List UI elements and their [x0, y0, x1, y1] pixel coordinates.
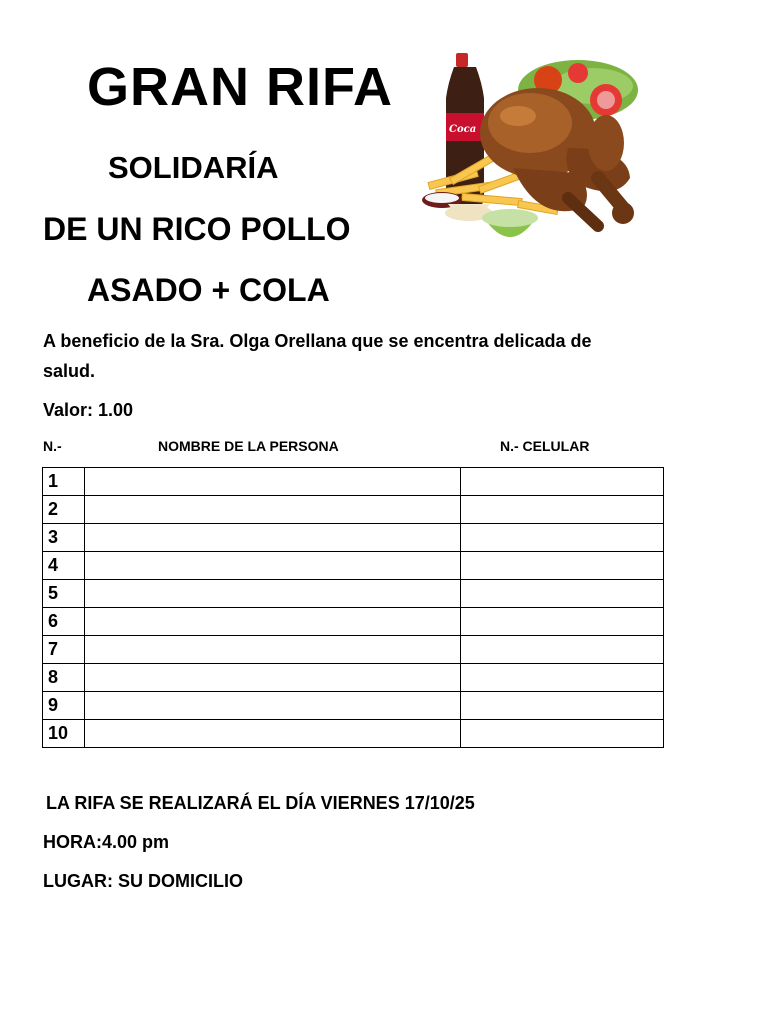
table-row	[43, 608, 664, 636]
raffle-date: LA RIFA SE REALIZARÁ EL DÍA VIERNES 17/10/25	[46, 793, 475, 813]
row-number: 1	[43, 468, 85, 496]
table-row	[43, 496, 664, 524]
subtitle-line-2: DE UN RICO POLLO	[43, 211, 351, 247]
table-row	[43, 580, 664, 608]
phone-cell[interactable]	[461, 552, 664, 580]
table-row	[43, 468, 664, 496]
row-number: 8	[43, 664, 85, 692]
name-cell[interactable]	[85, 664, 461, 692]
table-row	[43, 636, 664, 664]
table-row	[43, 692, 664, 720]
name-cell[interactable]	[85, 720, 461, 748]
phone-cell[interactable]	[461, 720, 664, 748]
raffle-entries-table	[42, 467, 664, 748]
roast-chicken-cola-fries-icon	[418, 48, 644, 248]
phone-cell[interactable]	[461, 580, 664, 608]
name-cell[interactable]	[85, 636, 461, 664]
phone-cell[interactable]	[461, 524, 664, 552]
name-cell[interactable]	[85, 608, 461, 636]
row-number: 4	[43, 552, 85, 580]
row-number: 3	[43, 524, 85, 552]
table-row	[43, 552, 664, 580]
phone-cell[interactable]	[461, 496, 664, 524]
row-number: 5	[43, 580, 85, 608]
beneficiary-description: A beneficio de la Sra. Olga Orellana que se encentra delicada de salud.	[43, 331, 592, 381]
column-header-phone: N.- CELULAR	[500, 438, 590, 454]
phone-cell[interactable]	[461, 468, 664, 496]
subtitle-line-1: SOLIDARÍA	[108, 150, 279, 185]
svg-text:Coca: Coca	[449, 124, 477, 135]
name-cell[interactable]	[85, 496, 461, 524]
row-number: 9	[43, 692, 85, 720]
row-number: 2	[43, 496, 85, 524]
phone-cell[interactable]	[461, 692, 664, 720]
raffle-time: HORA:4.00 pm	[43, 832, 170, 852]
raffle-place: LUGAR: SU DOMICILIO	[43, 871, 243, 891]
chicken-cola-illustration	[418, 48, 644, 253]
ticket-price: Valor: 1.00	[43, 400, 134, 420]
name-cell[interactable]	[85, 552, 461, 580]
name-cell[interactable]	[85, 468, 461, 496]
page-title: GRAN RIFA	[87, 57, 393, 117]
phone-cell[interactable]	[461, 636, 664, 664]
column-header-name: NOMBRE DE LA PERSONA	[158, 438, 339, 454]
name-cell[interactable]	[85, 524, 461, 552]
name-cell[interactable]	[85, 692, 461, 720]
table-row	[43, 664, 664, 692]
table-row	[43, 720, 664, 748]
name-cell[interactable]	[85, 580, 461, 608]
subtitle-line-3: ASADO + COLA	[87, 272, 330, 308]
phone-cell[interactable]	[461, 608, 664, 636]
column-header-number: N.-	[43, 438, 62, 454]
row-number: 10	[43, 720, 85, 748]
table-row	[43, 524, 664, 552]
row-number: 7	[43, 636, 85, 664]
row-number: 6	[43, 608, 85, 636]
phone-cell[interactable]	[461, 664, 664, 692]
